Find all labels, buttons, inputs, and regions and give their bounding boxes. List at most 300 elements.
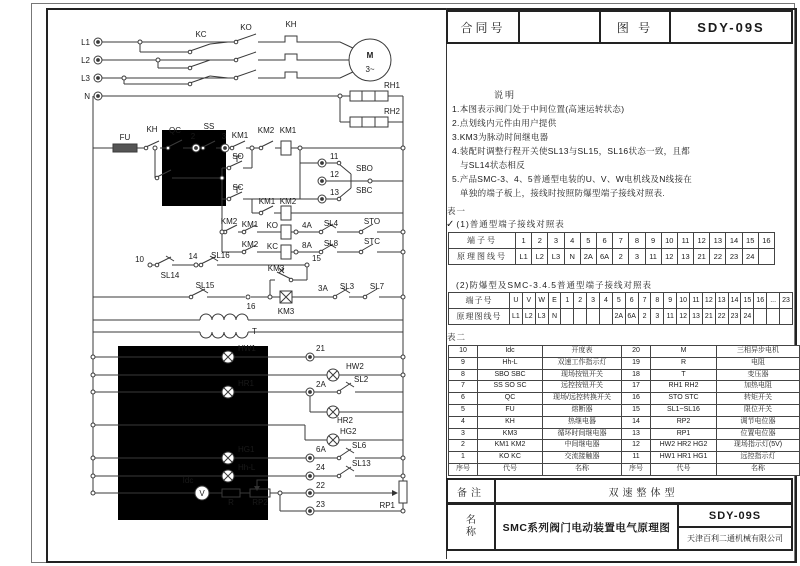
schematic-label: HG2 (340, 427, 357, 436)
schematic-label: 2 (190, 132, 196, 141)
note-line: 1.本图表示阀门处于中间位置(高速运转状态) (452, 104, 625, 114)
junction-node (148, 263, 152, 267)
motor-circle (349, 39, 391, 81)
terminal-dot (97, 77, 100, 80)
coil-km1 (281, 141, 291, 155)
table-cell: 调节电位器 (717, 416, 800, 428)
junction-node (220, 230, 224, 234)
table-cell: QC (478, 393, 543, 405)
table1-caption: 表一 (447, 206, 467, 216)
junction-node (305, 263, 309, 267)
junction-node (138, 40, 142, 44)
schematic-label: 3~ (365, 65, 375, 74)
schematic-label: 6A (316, 445, 326, 454)
terminal-dot (97, 59, 100, 62)
contact-pivot (333, 295, 337, 299)
contact-pivot (363, 295, 367, 299)
schematic-label: SL15 (195, 281, 215, 290)
schematic-label: STO (363, 217, 381, 226)
table-cell: 3 (629, 249, 645, 265)
junction-node (91, 491, 95, 495)
table-cell: RH1 RH2 (651, 381, 717, 393)
table-cell: 5 (449, 404, 478, 416)
junction-node (401, 146, 405, 150)
table-cell (587, 309, 600, 325)
table-cell: 热继电器 (543, 416, 622, 428)
contact-pivot (242, 250, 246, 254)
schematic-label: 21 (316, 344, 325, 353)
table-cell: R (651, 357, 717, 369)
table-cell: KH (478, 416, 543, 428)
schematic-label: SL7 (369, 282, 385, 291)
contact-pivot (230, 146, 234, 150)
schematic-label: Hh-L (238, 463, 256, 472)
table-cell: 23 (726, 249, 742, 265)
contact-pivot (234, 58, 238, 62)
table-cell: KO KC (478, 452, 543, 464)
schematic-label: L1 (81, 38, 90, 47)
table-cell: 9 (449, 357, 478, 369)
schematic-label: SL16 (211, 251, 230, 260)
table-cell: 1 (516, 233, 532, 249)
table-cell (767, 309, 780, 325)
junction-node (122, 76, 126, 80)
table-cell: 三相异步电机 (717, 346, 800, 358)
schematic-label: KM3 (277, 307, 295, 316)
table-cell: 7 (638, 293, 651, 309)
contract-number-value (518, 12, 599, 42)
table-cell: 10 (677, 293, 690, 309)
schematic-label: L2 (81, 56, 90, 65)
terminal-dot (195, 147, 198, 150)
table-cell: 14 (726, 233, 742, 249)
junction-node (401, 250, 405, 254)
table-cell: 10 (661, 233, 677, 249)
note-line: 单独的端子板上，接线时按照防爆型端子接线对照表. (452, 188, 666, 198)
junction-node (91, 390, 95, 394)
schematic-label: SL14 (160, 271, 180, 280)
table-cell (561, 309, 574, 325)
table-row (449, 357, 800, 369)
table-cell: 11 (677, 233, 693, 249)
table-cell: 2A (580, 249, 596, 265)
schematic-label: 4A (302, 221, 312, 230)
junction-node (401, 355, 405, 359)
contact-pivot (289, 278, 293, 282)
table-cell: SBO SBC (478, 369, 543, 381)
schematic-label: KC (195, 30, 207, 39)
schematic-label: RH1 (383, 81, 400, 90)
table-row (449, 381, 800, 393)
table1-sub1-caption (446, 218, 565, 230)
table-row (449, 346, 800, 358)
table-cell: 16 (622, 393, 651, 405)
table-row (449, 416, 800, 428)
schematic-label: Idc (182, 476, 194, 485)
schematic-label: KM1 (241, 220, 259, 229)
table-row (449, 293, 793, 309)
junction-node (268, 295, 272, 299)
junction-node (91, 474, 95, 478)
schematic-label: HR1 (238, 379, 255, 388)
table-cell: 远控按钮开关 (543, 381, 622, 393)
junction-node (220, 176, 224, 180)
table-cell: FU (478, 404, 543, 416)
table-cell: 交流接触器 (543, 452, 622, 464)
table-cell: 名称 (543, 463, 622, 475)
junction-node (91, 355, 95, 359)
table-row (449, 249, 775, 265)
schematic-label: N (84, 92, 90, 101)
schematic-label: HG1 (238, 445, 255, 454)
junction-node (153, 146, 157, 150)
schematic-label: 24 (316, 463, 325, 472)
table-cell: L2 (522, 309, 535, 325)
coil-km2 (281, 206, 291, 220)
table-cell: L2 (532, 249, 548, 265)
panel-divider (446, 8, 447, 559)
rh2-segments (362, 117, 375, 127)
table-cell: 4 (564, 233, 580, 249)
table-cell: 循环时间继电器 (543, 428, 622, 440)
schematic-label: RP2 (252, 498, 268, 507)
junction-node (401, 230, 405, 234)
table-cell: 端子号 (449, 293, 510, 309)
name-label-text: 名称 (466, 515, 476, 538)
table-cell: 21 (702, 309, 715, 325)
table-cell: 16 (758, 233, 774, 249)
contact-pivot (188, 82, 192, 86)
schematic-label: 22 (316, 481, 325, 490)
schematic-label: HW2 (346, 362, 364, 371)
contact-pivot (155, 176, 159, 180)
terminal-dot (97, 41, 100, 44)
schematic-label: 13 (330, 188, 339, 197)
junction-node (278, 491, 282, 495)
table-cell (600, 309, 613, 325)
company-name: 天津百利二通机械有限公司 (687, 534, 783, 543)
terminal-dot (321, 180, 324, 183)
table-cell: 19 (622, 357, 651, 369)
schematic-label: KO (240, 23, 252, 32)
table-cell: 22 (715, 309, 728, 325)
table-cell: 开度表 (543, 346, 622, 358)
table-cell: 9 (664, 293, 677, 309)
rp1-wiper-arrow (392, 490, 398, 496)
schematic-label: KM1 (279, 126, 297, 135)
junction-node (338, 94, 342, 98)
table-cell: 现场按钮开关 (543, 369, 622, 381)
table-row (449, 440, 800, 452)
schematic-label: 23 (316, 500, 325, 509)
table-cell: 熔断器 (543, 404, 622, 416)
remarks-value: 双速整体型 (608, 487, 679, 499)
contact-pivot (188, 66, 192, 70)
table-cell: 12 (661, 249, 677, 265)
drawing-number-value: SDY-09S (669, 12, 791, 42)
note-line: 与SL14状态相反 (452, 160, 526, 170)
schematic-label: SO (232, 152, 244, 161)
schematic-label: KH (285, 20, 297, 29)
schematic-label: KM2 (220, 217, 238, 226)
schematic-label: SS (203, 122, 215, 131)
contact-pivot (359, 230, 363, 234)
fuse-fu (113, 144, 137, 152)
table-cell: HW2 HR2 HG2 (651, 440, 717, 452)
schematic-label: KM2 (241, 240, 259, 249)
table-cell: 现场/远控转换开关 (543, 393, 622, 405)
table-cell: 11 (664, 309, 677, 325)
table-cell: 7 (449, 381, 478, 393)
table-cell: 2 (574, 293, 587, 309)
table-cell: RP1 (651, 428, 717, 440)
schematic-label: 3A (318, 284, 328, 293)
terminal-dot (309, 492, 312, 495)
table-cell: N (564, 249, 580, 265)
table-cell: 代号 (651, 463, 717, 475)
contact-pivot (144, 146, 148, 150)
terminal-dot (321, 198, 324, 201)
remarks-label: 备注 (448, 480, 496, 502)
table-cell: 1 (449, 452, 478, 464)
table-cell: 9 (645, 233, 661, 249)
table-cell: KM1 KM2 (478, 440, 543, 452)
contact-pivot (234, 76, 238, 80)
contact-pivot (201, 146, 205, 150)
contact-pivot (155, 263, 159, 267)
coil-kc (281, 245, 291, 259)
contact-pivot (359, 250, 363, 254)
junction-node (294, 230, 298, 234)
table-row (449, 393, 800, 405)
table-cell: 端子号 (449, 233, 516, 249)
schematic-label: SL4 (323, 219, 339, 228)
table-cell: 11 (645, 249, 661, 265)
schematic-label: 11 (330, 152, 339, 161)
terminal-dot (321, 162, 324, 165)
contact-pivot (188, 50, 192, 54)
terminal-dot (97, 95, 100, 98)
table-cell: 4 (449, 416, 478, 428)
table-cell: V (522, 293, 535, 309)
table-cell: 22 (710, 249, 726, 265)
table-cell: 6A (625, 309, 638, 325)
potentiometer-rp1 (399, 481, 407, 503)
table-cell: 18 (622, 369, 651, 381)
table-cell: U (510, 293, 523, 309)
table-cell: E (548, 293, 561, 309)
junction-node (294, 250, 298, 254)
table-cell: 6 (625, 293, 638, 309)
schematic-label: KM1 (258, 197, 276, 206)
contact-pivot (337, 456, 341, 460)
table-cell: 13 (715, 293, 728, 309)
junction-node (246, 295, 250, 299)
contact-pivot (337, 390, 341, 394)
terminal-dot (224, 147, 227, 150)
table-cell: 24 (742, 249, 758, 265)
terminal-dot (309, 457, 312, 460)
table-cell: 4 (600, 293, 613, 309)
contact-pivot (227, 197, 231, 201)
table-cell: 21 (694, 249, 710, 265)
table-cell: 位置电位器 (717, 428, 800, 440)
table-cell: 8 (651, 293, 664, 309)
junction-node (298, 146, 302, 150)
table-cell: 13 (677, 249, 693, 265)
schematic-label: M (366, 51, 374, 60)
table-cell: W (535, 293, 548, 309)
schematic-label: R (228, 498, 234, 507)
schematic-label: SC (232, 183, 244, 192)
table-cell: 11 (622, 452, 651, 464)
schematic-label: 3 (221, 132, 227, 141)
table-cell: 11 (690, 293, 703, 309)
table-cell: 8 (629, 233, 645, 249)
table-row (449, 309, 793, 325)
table-cell: 序号 (449, 463, 478, 475)
schematic-label: KC (266, 242, 278, 251)
table-cell: L3 (548, 249, 564, 265)
schematic-label: 16 (246, 302, 256, 311)
schematic-label: 2A (316, 380, 326, 389)
schematic-label: SL2 (354, 375, 369, 384)
schematic-label: 14 (188, 252, 198, 261)
title-block (446, 10, 793, 44)
contact-pivot (166, 146, 170, 150)
table-row (449, 452, 800, 464)
schematic-label: RH2 (383, 107, 400, 116)
table-cell: 远控指示灯 (717, 452, 800, 464)
table-row (449, 233, 775, 249)
table-cell (574, 309, 587, 325)
junction-node (91, 373, 95, 377)
km3-timer-mark (280, 291, 292, 303)
table-cell: Idc (478, 346, 543, 358)
schematic-label: SL6 (352, 441, 367, 450)
table-cell: 16 (754, 293, 767, 309)
contact-pivot (337, 161, 341, 165)
table-cell: 3 (449, 428, 478, 440)
rh1-segments (362, 91, 375, 101)
table-cell: 6A (596, 249, 612, 265)
schematic-label: 10 (135, 255, 144, 264)
schematic-label: T (252, 327, 257, 336)
table-cell: 6 (449, 393, 478, 405)
contact-pivot (337, 197, 341, 201)
table-cell: 2A (612, 309, 625, 325)
schematic-label: KH (146, 125, 158, 134)
table-cell: ... (767, 293, 780, 309)
table-cell: KM3 (478, 428, 543, 440)
table-row (449, 404, 800, 416)
contact-pivot (259, 146, 263, 150)
name-label (448, 505, 496, 549)
drawing-number-label: 图 号 (599, 12, 669, 42)
note-line: 4.装配时调整行程开关使SL13与SL15，SL16状态一致，且都 (452, 146, 691, 156)
table-cell: 5 (580, 233, 596, 249)
table-cell: 3 (651, 309, 664, 325)
schematic-label: KM2 (279, 197, 297, 206)
table-cell: 17 (622, 381, 651, 393)
table-cell: L3 (535, 309, 548, 325)
user-supplied-box (162, 130, 226, 206)
coil-ko (281, 225, 291, 239)
table-cell: 原理图线号 (449, 249, 516, 265)
table-cell: 15 (741, 293, 754, 309)
table-cell: 转矩开关 (717, 393, 800, 405)
schematic-label: KO (266, 221, 278, 230)
table-cell: 13 (710, 233, 726, 249)
schematic-label: STC (364, 237, 380, 246)
schematic-label: 15 (312, 254, 321, 263)
transformer-windings (200, 314, 248, 338)
table1-sub2-caption: (2)防爆型及SMC-3.4.5普通型端子接线对照表 (456, 280, 653, 290)
junction-node (91, 456, 95, 460)
table-cell: 2 (613, 249, 629, 265)
schematic-label: KM3 (267, 264, 285, 273)
junction-node (401, 295, 405, 299)
table-cell (758, 249, 774, 265)
contact-pivot (242, 230, 246, 234)
notes-list (452, 102, 792, 200)
note-line: 3.KM3为脉动时间继电器 (452, 132, 549, 142)
model-number: SDY-09S (679, 505, 791, 528)
table-cell: 代号 (478, 463, 543, 475)
contact-pivot (234, 40, 238, 44)
table-cell: 7 (613, 233, 629, 249)
table-cell: 双速工作指示灯 (543, 357, 622, 369)
table-cell: 现场指示灯(5V) (717, 440, 800, 452)
table-row (449, 428, 800, 440)
junction-node (156, 58, 160, 62)
table-cell: M (651, 346, 717, 358)
table-cell: 13 (622, 428, 651, 440)
table-cell: 24 (741, 309, 754, 325)
table-cell: 1 (561, 293, 574, 309)
user-supplied-box (118, 346, 268, 520)
schematic-label: V (199, 489, 205, 498)
schematic-label: SBC (356, 186, 373, 195)
table-cell: 3 (587, 293, 600, 309)
table-cell: 序号 (622, 463, 651, 475)
table-cell (780, 309, 793, 325)
schematic-label: RP1 (379, 501, 395, 510)
remarks-block (446, 478, 793, 504)
terminal-table-explosionproof (448, 292, 793, 325)
table-cell: 3 (548, 233, 564, 249)
terminal-dot (309, 475, 312, 478)
table-cell: 12 (702, 293, 715, 309)
table-cell: Hh-L (478, 357, 543, 369)
schematic-label: KM2 (257, 126, 275, 135)
contact-pivot (319, 230, 323, 234)
table-cell: 2 (532, 233, 548, 249)
table-cell: 电阻 (717, 357, 800, 369)
notes-title: 说明 (494, 90, 517, 100)
table-cell: 加热电阻 (717, 381, 800, 393)
note-line: 5.产品SMC-3、4、5普通型电装的U、V、W电机线及N线接在 (452, 174, 693, 184)
table-cell: 14 (622, 416, 651, 428)
terminal-table-standard (448, 232, 775, 265)
table-cell: N (548, 309, 561, 325)
name-block (446, 503, 793, 551)
table-cell: 15 (622, 404, 651, 416)
junction-node (368, 179, 372, 183)
table-cell: 23 (728, 309, 741, 325)
schematic-label: 8A (302, 241, 312, 250)
table-cell: 6 (596, 233, 612, 249)
